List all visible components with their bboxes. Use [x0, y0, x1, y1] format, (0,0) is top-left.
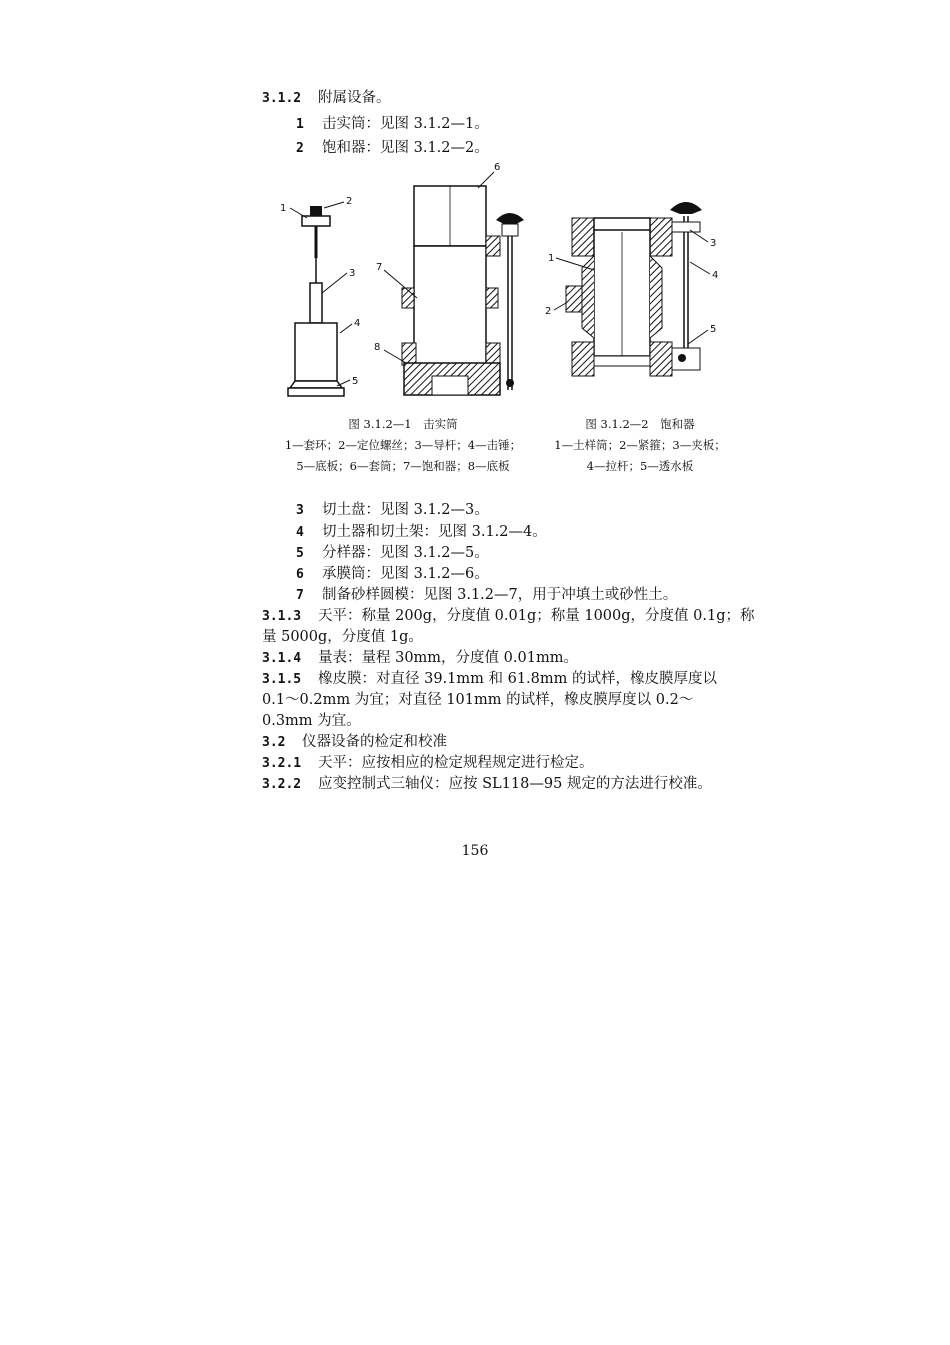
item-number: 4 — [296, 525, 304, 540]
label-fig2-1: 1 — [548, 253, 555, 264]
section-3-2-1 — [262, 753, 594, 774]
label-5: 5 — [352, 376, 359, 387]
figure-2-legend-line-1: 1—土样筒；2—紧箍；3—夹板； — [554, 438, 726, 452]
section-number: 3.2 — [262, 735, 286, 750]
item-number: 3 — [296, 503, 304, 518]
section-number: 3.1.5 — [262, 672, 302, 687]
list-item-1 — [296, 114, 489, 135]
label-3: 3 — [349, 268, 356, 279]
saturator-drawing — [545, 202, 718, 376]
item-text: 切土器和切土架：见图 3.1.2—4。 — [322, 524, 547, 540]
list-item-3 — [296, 500, 489, 521]
label-2: 2 — [346, 196, 353, 207]
section-3-2-heading — [262, 732, 447, 753]
item-number: 7 — [296, 588, 304, 603]
section-text-line-1: 橡皮膜：对直径 39.1mm 和 61.8mm 的试样，橡皮膜厚度以 — [318, 671, 718, 687]
list-item-2 — [296, 138, 489, 159]
section-text: 天平：应按相应的检定规程规定进行检定。 — [318, 755, 594, 771]
item-text: 切土盘：见图 3.1.2—3。 — [322, 502, 489, 518]
section-3-1-5 — [262, 669, 717, 690]
figure-2-caption: 图 3.1.2—2 饱和器 — [585, 417, 695, 431]
section-3-1-3-continued: 量 5000g，分度值 1g。 — [262, 629, 423, 645]
item-text: 分样器：见图 3.1.2—5。 — [322, 545, 489, 561]
item-number: 6 — [296, 567, 304, 582]
figure-1-legend-line-1: 1—套环；2—定位螺丝；3—导杆；4—击锤； — [284, 438, 522, 452]
section-3-1-2 — [262, 88, 391, 109]
item-number: 2 — [296, 141, 304, 156]
item-text: 制备砂样圆模：见图 3.1.2—7，用于冲填土或砂性土。 — [322, 587, 678, 603]
section-text: 量表：量程 30mm，分度值 0.01mm。 — [318, 650, 578, 666]
compaction-mold-drawing — [374, 162, 524, 395]
label-fig2-4: 4 — [712, 270, 719, 281]
figure-1-caption: 图 3.1.2—1 击实筒 — [348, 417, 458, 431]
section-number: 3.1.3 — [262, 609, 302, 624]
label-1: 1 — [280, 203, 287, 214]
section-title: 仪器设备的检定和校准 — [302, 734, 447, 750]
item-text: 饱和器：见图 3.1.2—2。 — [322, 140, 489, 156]
label-6: 6 — [494, 162, 501, 173]
section-number: 3.2.2 — [262, 777, 302, 792]
list-item-4 — [296, 522, 547, 543]
section-text-line-1: 天平：称量 200g，分度值 0.01g；称量 1000g，分度值 0.1g；称 — [318, 608, 755, 624]
figure-1-legend-line-2: 5—底板；6—套筒；7—饱和器；8—底板 — [296, 459, 510, 473]
section-number: 3.2.1 — [262, 756, 302, 771]
section-number: 3.1.4 — [262, 651, 302, 666]
item-number: 1 — [296, 117, 304, 132]
item-number: 5 — [296, 546, 304, 561]
label-fig2-2: 2 — [545, 306, 552, 317]
section-3-2-2 — [262, 774, 712, 795]
section-3-1-3 — [262, 606, 755, 627]
list-item-7 — [296, 585, 677, 606]
section-3-1-5-line-3: 0.3mm 为宜。 — [262, 713, 361, 729]
page-number: 156 — [461, 843, 489, 859]
label-4: 4 — [354, 318, 361, 329]
section-text: 应变控制式三轴仪：应按 SL118—95 规定的方法进行校准。 — [318, 776, 712, 792]
list-item-5 — [296, 543, 489, 564]
label-fig2-3: 3 — [710, 238, 717, 249]
figure-illustrations — [272, 158, 732, 408]
label-8: 8 — [374, 342, 381, 353]
compaction-hammer-drawing — [280, 196, 360, 396]
section-number: 3.1.2 — [262, 91, 302, 106]
figure-2-legend-line-2: 4—拉杆；5—透水板 — [586, 459, 694, 473]
section-3-1-5-line-2: 0.1～0.2mm 为宜；对直径 101mm 的试样，橡皮膜厚度以 0.2～ — [262, 692, 694, 708]
section-3-1-4 — [262, 648, 578, 669]
label-fig2-5: 5 — [710, 324, 717, 335]
label-7: 7 — [376, 262, 383, 273]
item-text: 击实筒：见图 3.1.2—1。 — [322, 116, 489, 132]
section-text: 附属设备。 — [318, 90, 391, 106]
list-item-6 — [296, 564, 489, 585]
item-text: 承膜筒：见图 3.1.2—6。 — [322, 566, 489, 582]
